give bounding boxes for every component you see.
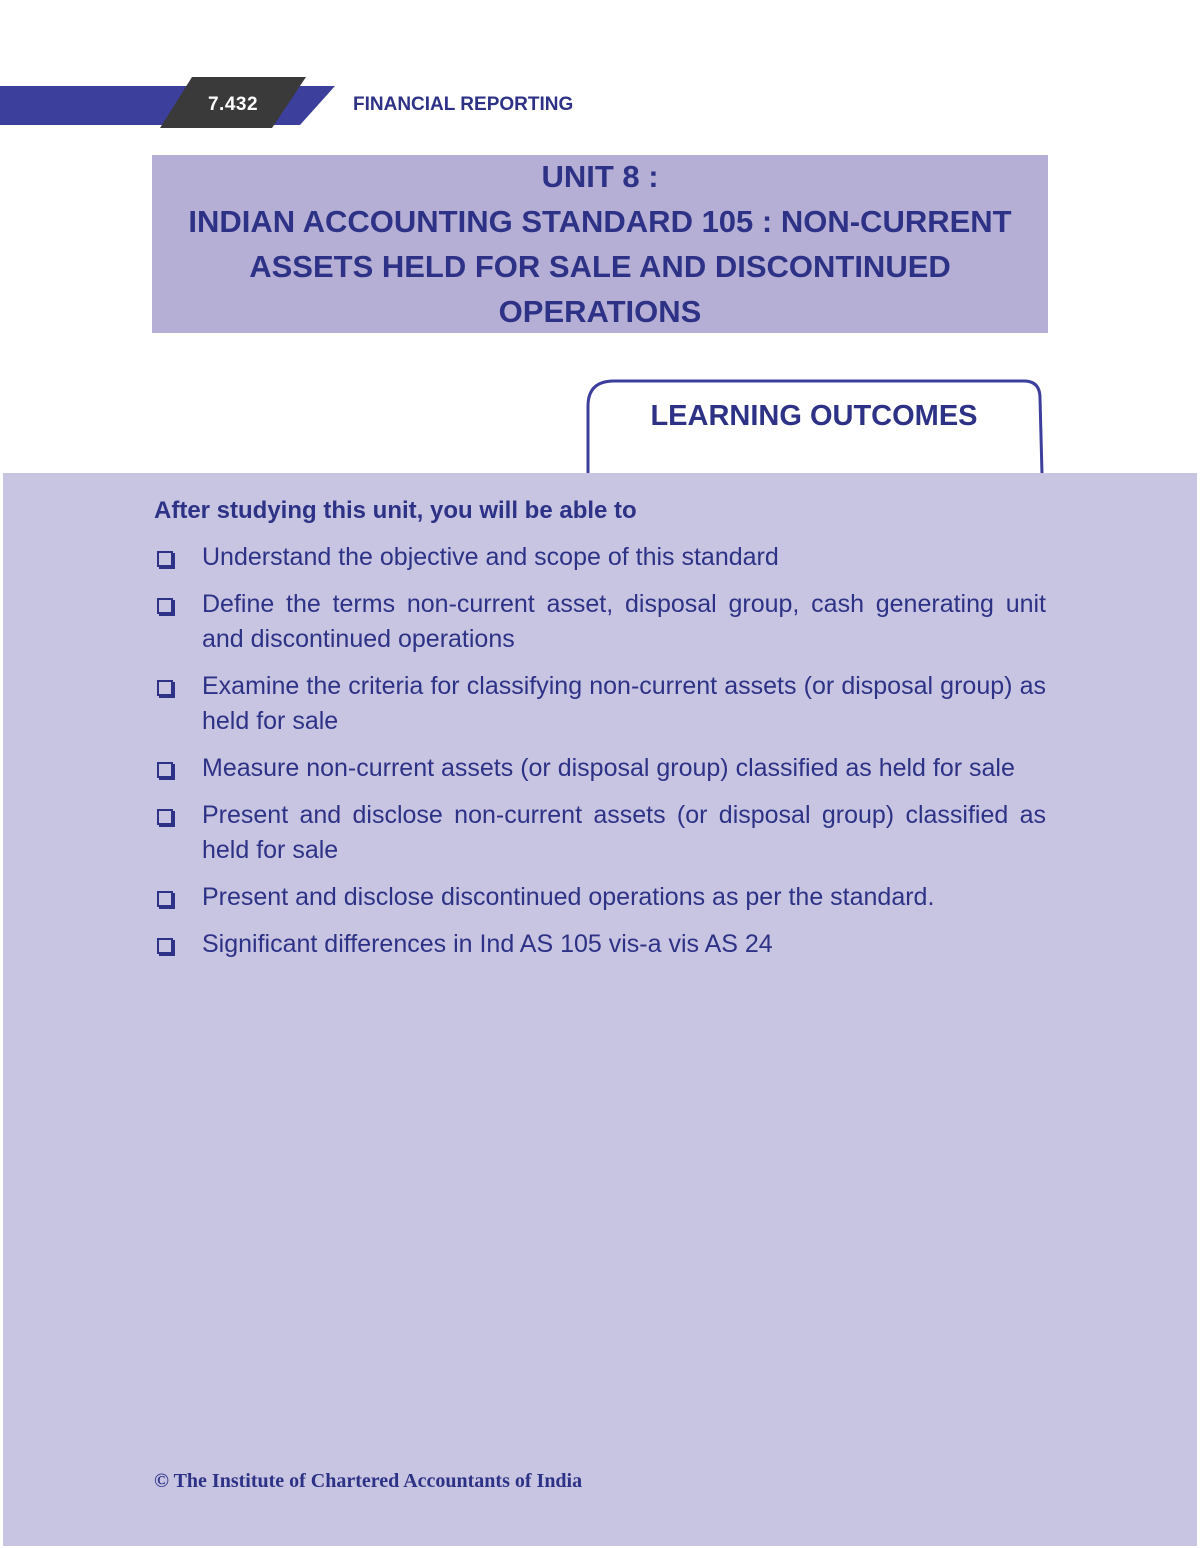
page-number: 7.432 [207,94,259,115]
copyright-footer: © The Institute of Chartered Accountants of India [154,1470,583,1492]
unit-title: INDIAN ACCOUNTING STANDARD 105 : NON-CURRENT ASSETS HELD FOR SALE AND DISCONTINUED OPERATIONS [188,203,1012,329]
checkbox-bullet-icon [157,762,173,778]
list-item [154,669,1046,739]
list-item [154,540,1046,575]
list-item [154,587,1046,657]
outcomes-intro: After studying this unit, you will be able to [154,497,637,524]
section-title: FINANCIAL REPORTING [353,94,574,115]
unit-label: UNIT 8 : [541,158,659,194]
outcome-text: Examine the criteria for classifying non-current assets (or disposal group) as held for sale [202,672,1046,735]
outcome-text: Present and disclose discontinued operations as per the standard. [202,883,935,911]
outcome-text: Significant differences in Ind AS 105 vis-a vis AS 24 [202,930,773,958]
learning-outcomes-heading: LEARNING OUTCOMES [650,400,978,432]
outcome-text: Understand the objective and scope of this standard [202,543,779,571]
outcome-text: Define the terms non-current asset, disposal group, cash generating unit and discontinued operations [202,590,1046,653]
checkbox-bullet-icon [157,891,173,907]
list-item [154,927,1046,962]
checkbox-bullet-icon [157,809,173,825]
outcome-text: Present and disclose non-current assets (or disposal group) classified as held for sale [202,801,1046,864]
list-item [154,798,1046,868]
outcome-text: Measure non-current assets (or disposal group) classified as held for sale [202,754,1015,782]
checkbox-bullet-icon [157,680,173,696]
checkbox-bullet-icon [157,938,173,954]
list-item [154,880,1046,915]
checkbox-bullet-icon [157,551,173,567]
list-item [154,751,1046,786]
unit-title-box [152,155,1048,333]
outcomes-list [154,540,1046,974]
checkbox-bullet-icon [157,598,173,614]
